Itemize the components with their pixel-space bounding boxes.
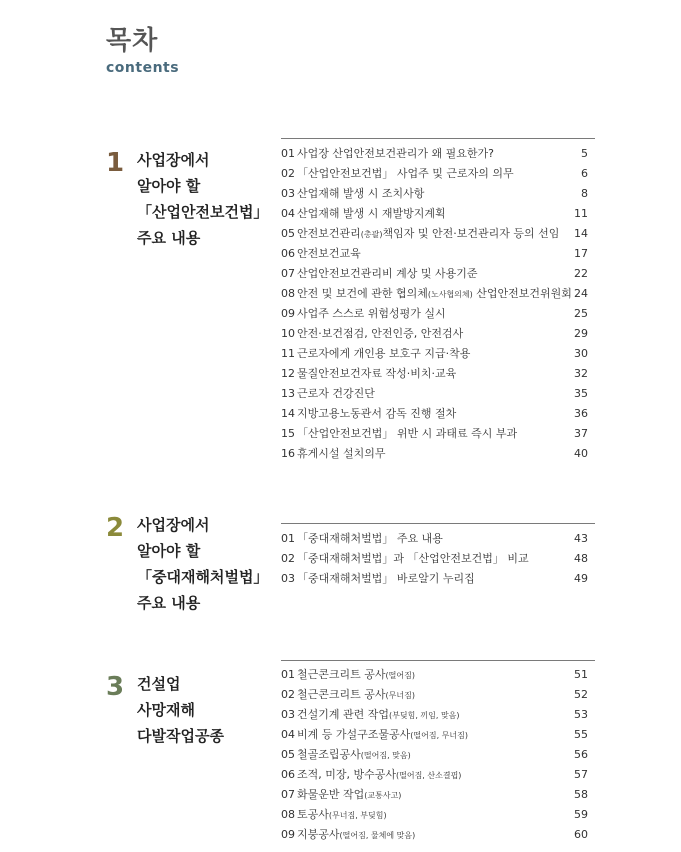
toc-entry[interactable] <box>281 569 595 589</box>
toc-entry-number: 01 <box>281 147 295 160</box>
toc-entry-note: (총괄) <box>360 230 383 239</box>
toc-entry[interactable] <box>281 324 595 344</box>
toc-entry-page: 53 <box>574 708 588 721</box>
toc-entry-title: 철근콘크리트 공사 <box>297 668 386 681</box>
section-divider <box>281 660 595 661</box>
toc-entry-number: 09 <box>281 828 295 841</box>
toc-entry-page: 11 <box>574 207 588 220</box>
toc-entry-page: 48 <box>574 552 588 565</box>
toc-list <box>281 665 595 845</box>
toc-entry[interactable] <box>281 164 595 184</box>
toc-entry-title: 근로자 건강진단 <box>297 387 375 400</box>
toc-entry[interactable] <box>281 705 595 725</box>
section-heading <box>137 512 268 616</box>
toc-entry[interactable] <box>281 805 595 825</box>
toc-entry-title: 비계 등 가설구조물공사 <box>297 728 411 741</box>
toc-entry-page: 57 <box>574 768 588 781</box>
toc-entry-number: 07 <box>281 788 295 801</box>
toc-entry-title: 휴게시설 설치의무 <box>297 447 386 460</box>
toc-entry-page: 14 <box>574 227 588 240</box>
toc-entry[interactable] <box>281 304 595 324</box>
toc-entry-number: 05 <box>281 227 295 240</box>
toc-entry-number: 08 <box>281 287 295 300</box>
toc-list <box>281 529 595 589</box>
toc-entry-title-tail: 산업안전보건위원회 <box>472 287 572 300</box>
toc-entry[interactable] <box>281 244 595 264</box>
toc-entry-number: 01 <box>281 532 295 545</box>
toc-entry-number: 14 <box>281 407 295 420</box>
toc-entry-number: 08 <box>281 808 295 821</box>
toc-entry[interactable] <box>281 344 595 364</box>
toc-entry-title: 「중대재해처벌법」과 「산업안전보건법」 비교 <box>297 552 529 565</box>
toc-entry-number: 12 <box>281 367 295 380</box>
toc-entry-page: 17 <box>574 247 588 260</box>
toc-entry-number: 01 <box>281 668 295 681</box>
toc-entry[interactable] <box>281 685 595 705</box>
toc-entry-page: 25 <box>574 307 588 320</box>
toc-entry[interactable] <box>281 745 595 765</box>
toc-entry-number: 03 <box>281 708 295 721</box>
toc-entry-page: 5 <box>581 147 588 160</box>
toc-entry-note: (무너짐, 부딪힘) <box>328 811 387 820</box>
section-divider <box>281 138 595 139</box>
toc-entry[interactable] <box>281 204 595 224</box>
section-heading-line: 다발작업공종 <box>137 727 224 745</box>
toc-entry-page: 22 <box>574 267 588 280</box>
toc-entry-number: 02 <box>281 688 295 701</box>
toc-entry-page: 51 <box>574 668 588 681</box>
toc-entry[interactable] <box>281 765 595 785</box>
section-heading-line: 사업장에서 <box>137 516 210 534</box>
toc-list <box>281 144 595 464</box>
toc-entry-title: 산업안전보건관리비 계상 및 사용기준 <box>297 267 478 280</box>
toc-entry[interactable] <box>281 444 595 464</box>
section-number: 1 <box>106 148 125 178</box>
toc-entry[interactable] <box>281 264 595 284</box>
toc-entry-page: 29 <box>574 327 588 340</box>
toc-entry[interactable] <box>281 424 595 444</box>
toc-entry[interactable] <box>281 384 595 404</box>
toc-entry-title: 철근콘크리트 공사 <box>297 688 386 701</box>
toc-entry-number: 04 <box>281 207 295 220</box>
toc-entry-number: 15 <box>281 427 295 440</box>
toc-entry-title: 「중대재해처벌법」 바로알기 누리집 <box>297 572 475 585</box>
toc-entry[interactable] <box>281 825 595 845</box>
toc-entry-note: (떨어짐) <box>385 671 415 680</box>
section-heading-line: 사업장에서 <box>137 151 210 169</box>
toc-entry-number: 07 <box>281 267 295 280</box>
toc-entry-page: 59 <box>574 808 588 821</box>
section-heading-line: 알아야 할 <box>137 542 201 560</box>
section-number: 2 <box>106 513 125 543</box>
toc-entry-title: 화물운반 작업 <box>297 788 365 801</box>
toc-entry-title: 안전·보건점검, 안전인증, 안전검사 <box>297 327 464 340</box>
toc-entry-title: 안전 및 보건에 관한 협의체 <box>297 287 428 300</box>
toc-entry-title: 지붕공사 <box>297 828 340 841</box>
section-heading-line: 알아야 할 <box>137 177 201 195</box>
toc-entry-page: 55 <box>574 728 588 741</box>
toc-entry-page: 52 <box>574 688 588 701</box>
toc-entry-page: 49 <box>574 572 588 585</box>
toc-entry-number: 06 <box>281 768 295 781</box>
toc-entry-page: 43 <box>574 532 588 545</box>
toc-entry[interactable] <box>281 224 595 244</box>
toc-entry[interactable] <box>281 725 595 745</box>
toc-entry-title-tail: 책임자 및 안전·보건관리자 등의 선임 <box>382 227 560 240</box>
toc-entry-title: 안전보건교육 <box>297 247 361 260</box>
toc-entry-title: 물질안전보건자료 작성·비치·교육 <box>297 367 457 380</box>
toc-entry-title: 건설기계 관련 작업 <box>297 708 390 721</box>
section-heading-line: 주요 내용 <box>137 594 201 612</box>
toc-entry-number: 05 <box>281 748 295 761</box>
toc-entry-number: 02 <box>281 167 295 180</box>
toc-entry-number: 02 <box>281 552 295 565</box>
toc-entry-page: 60 <box>574 828 588 841</box>
toc-entry-number: 06 <box>281 247 295 260</box>
section-heading-line: 사망재해 <box>137 701 195 719</box>
toc-entry[interactable] <box>281 549 595 569</box>
toc-entry-title: 「산업안전보건법」 사업주 및 근로자의 의무 <box>297 167 514 180</box>
toc-entry-page: 35 <box>574 387 588 400</box>
toc-entry-note: (떨어짐, 무너짐) <box>410 731 468 740</box>
toc-entry-number: 04 <box>281 728 295 741</box>
toc-entry-page: 6 <box>581 167 588 180</box>
toc-entry-title: 근로자에게 개인용 보호구 지급·착용 <box>297 347 471 360</box>
toc-entry-note: (떨어짐, 물체에 맞음) <box>339 831 416 840</box>
page-subtitle: contents <box>106 60 180 76</box>
toc-entry[interactable] <box>281 184 595 204</box>
toc-entry-page: 58 <box>574 788 588 801</box>
toc-entry-title: 산업재해 발생 시 조치사항 <box>297 187 425 200</box>
toc-entry[interactable] <box>281 284 595 304</box>
toc-entry-title: 안전보건관리 <box>297 227 361 240</box>
toc-entry-page: 56 <box>574 748 588 761</box>
toc-entry-note: (떨어짐, 맞음) <box>360 751 411 760</box>
section-heading <box>137 147 268 251</box>
toc-entry-title: 사업장 산업안전보건관리가 왜 필요한가? <box>297 147 494 160</box>
toc-entry-title: 철골조립공사 <box>297 748 361 761</box>
toc-entry[interactable] <box>281 144 595 164</box>
toc-entry-title: 지방고용노동관서 감독 진행 절차 <box>297 407 457 420</box>
toc-entry-note: (노사협의체) <box>427 290 473 299</box>
section-heading-line: 「산업안전보건법」 <box>137 203 269 221</box>
toc-entry-note: (떨어짐, 산소결핍) <box>396 771 462 780</box>
toc-entry-title: 토공사 <box>297 808 329 821</box>
toc-entry-page: 8 <box>581 187 588 200</box>
toc-entry-page: 40 <box>574 447 588 460</box>
toc-entry-number: 09 <box>281 307 295 320</box>
toc-entry-number: 03 <box>281 187 295 200</box>
toc-entry[interactable] <box>281 665 595 685</box>
toc-entry-title: 조적, 미장, 방수공사 <box>297 768 396 781</box>
toc-entry[interactable] <box>281 404 595 424</box>
section-heading <box>137 671 224 749</box>
section-heading-line: 건설업 <box>137 675 181 693</box>
toc-entry-title: 「산업안전보건법」 위반 시 과태료 즉시 부과 <box>297 427 518 440</box>
toc-entry-number: 10 <box>281 327 295 340</box>
toc-entry-title: 산업재해 발생 시 재발방지계획 <box>297 207 446 220</box>
section-number: 3 <box>106 672 125 702</box>
toc-entry[interactable] <box>281 364 595 384</box>
page-title: 목차 <box>106 26 159 56</box>
section-heading-line: 「중대재해처벌법」 <box>137 568 269 586</box>
toc-entry-number: 03 <box>281 572 295 585</box>
toc-entry-page: 24 <box>574 287 588 300</box>
toc-entry-note: (무너짐) <box>385 691 415 700</box>
toc-entry-number: 13 <box>281 387 295 400</box>
section-heading-line: 주요 내용 <box>137 229 201 247</box>
toc-entry[interactable] <box>281 785 595 805</box>
toc-entry-page: 37 <box>574 427 588 440</box>
toc-entry-note: (부딪힘, 끼임, 맞음) <box>389 711 460 720</box>
section-divider <box>281 523 595 524</box>
toc-entry-number: 11 <box>281 347 295 360</box>
toc-entry-page: 36 <box>574 407 588 420</box>
toc-entry-title: 사업주 스스로 위험성평가 실시 <box>297 307 446 320</box>
toc-entry-title: 「중대재해처벌법」 주요 내용 <box>297 532 443 545</box>
toc-entry-page: 32 <box>574 367 588 380</box>
toc-entry-page: 30 <box>574 347 588 360</box>
toc-entry[interactable] <box>281 529 595 549</box>
toc-entry-number: 16 <box>281 447 295 460</box>
toc-entry-note: (교통사고) <box>364 791 402 800</box>
